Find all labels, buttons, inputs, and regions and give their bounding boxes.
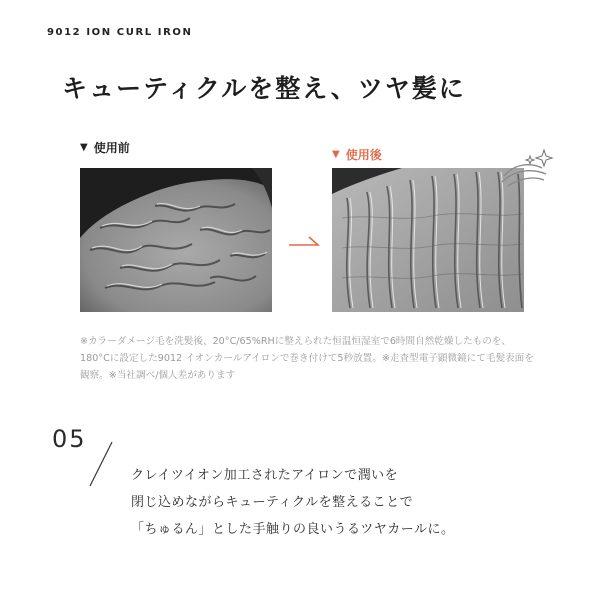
- brand-name: 9012 ION CURL IRON: [47, 27, 193, 38]
- after-label: [332, 146, 382, 163]
- before-label: [80, 139, 130, 156]
- before-label-text: 使用前: [93, 141, 130, 155]
- after-label-text: 使用後: [345, 148, 382, 162]
- before-microscope-image: [80, 168, 272, 312]
- description-line: 「ちゅるん」とした手触りの良いうるツヤカールに。: [131, 522, 455, 537]
- page-title: キューティクルを整え、ツヤ髪に: [62, 74, 466, 103]
- triangle-down-icon: ▼: [80, 142, 88, 153]
- description-text: [131, 462, 454, 543]
- sparkle-icon: [500, 146, 560, 194]
- triangle-down-icon: ▼: [332, 149, 340, 160]
- disclaimer-note: ※カラーダメージ毛を洗髪後、20°C/65%RHに整えられた恒温恒湿室で6時間自然乾燥したものを、180°Cに設定した9012 イオンカールアイロンで巻き付けて5秒放置。※走査型電子顕微鏡にて毛髪表面を観察。※当社調べ/個人差があります: [80, 336, 534, 381]
- after-microscope-image: [332, 168, 524, 312]
- slash-divider: [88, 440, 114, 492]
- description-line: クレイツイオン加工されたアイロンで潤いを: [131, 468, 399, 483]
- step-number: 05: [52, 425, 87, 453]
- description-line: 閉じ込めながらキューティクルを整えることで: [131, 495, 414, 510]
- right-arrow-icon: [287, 232, 321, 251]
